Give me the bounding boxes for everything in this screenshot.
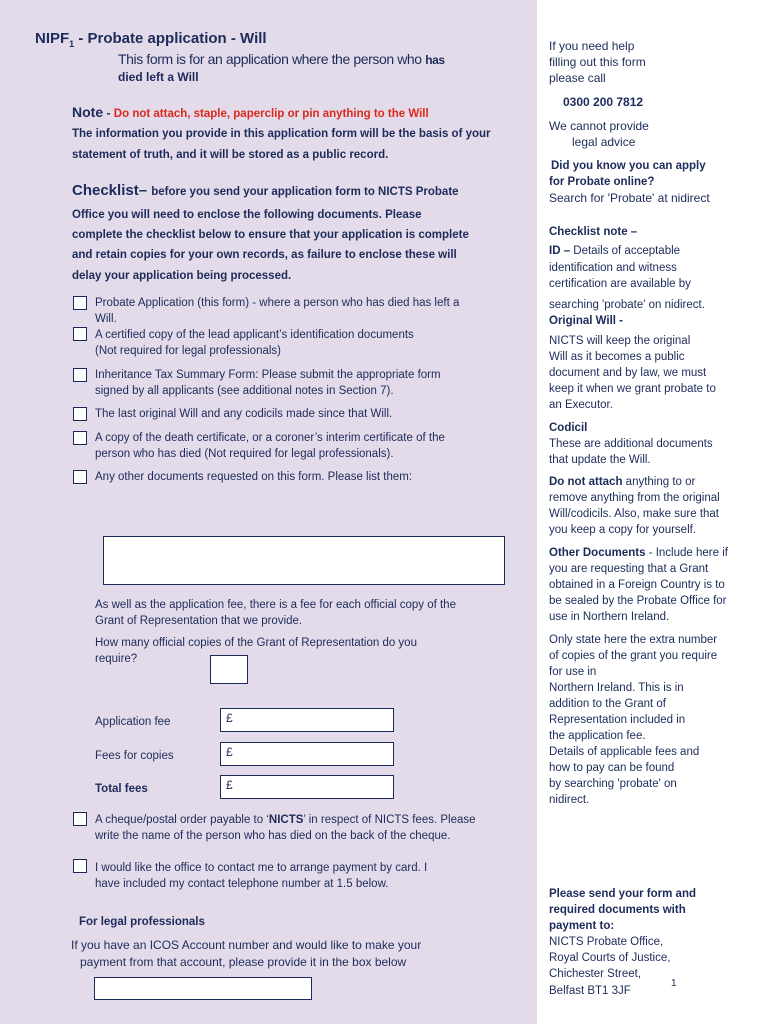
sidebar-checklist-note: Checklist note – xyxy=(549,226,638,238)
sidebar-other-4: be sealed by the Probate Office for xyxy=(549,595,727,607)
legal-line-1: If you have an ICOS Account number and would like to make your xyxy=(71,938,422,952)
checkbox-card-payment[interactable] xyxy=(73,859,87,873)
checkbox-cheque[interactable] xyxy=(73,812,87,826)
sidebar-no-advice-1: We cannot provide xyxy=(549,119,649,133)
sidebar-id-4: searching 'probate' on nidirect. xyxy=(549,299,705,311)
sidebar-id-2: identification and witness xyxy=(549,262,677,274)
total-fees-label: Total fees xyxy=(95,783,148,795)
sidebar-address-1: NICTS Probate Office, xyxy=(549,936,664,948)
checklist-item-original-will: The last original Will and any codicils made since that Will. xyxy=(95,408,393,420)
form-subtitle-line2: died left a Will xyxy=(118,70,199,84)
fees-for-copies-label: Fees for copies xyxy=(95,750,174,762)
sidebar-ow-4: keep it when we grant probate to xyxy=(549,383,716,395)
sidebar-dna-4: you keep a copy for yourself. xyxy=(549,524,697,536)
sidebar-codicil-heading: Codicil xyxy=(549,422,588,434)
sidebar-extra-3: for use in xyxy=(549,666,597,678)
sidebar-no-advice-2: legal advice xyxy=(572,135,636,149)
sidebar-extra-11: nidirect. xyxy=(549,794,590,806)
page-number: 1 xyxy=(671,978,677,989)
sidebar-codicil-1: These are additional documents xyxy=(549,438,713,450)
pound-symbol: £ xyxy=(226,778,233,792)
checklist-intro-4: and retain copies for your own records, as failure to enclose these will xyxy=(72,249,457,261)
copies-count-input[interactable] xyxy=(210,655,248,684)
sidebar-extra-2: of copies of the grant you require xyxy=(549,650,718,662)
sidebar-id-3: certification are available by xyxy=(549,278,691,290)
sidebar-help-2: filling out this form xyxy=(549,55,646,69)
copies-fee-info: As well as the application fee, there is a fee for each official copy of the Grant of Representation that we provide. xyxy=(95,599,456,627)
form-title: $NIPF_1$ - Probate application - Will xyxy=(35,30,267,49)
sidebar-extra-8: Details of applicable fees and xyxy=(549,746,700,758)
checkbox-death-certificate[interactable] xyxy=(73,431,87,445)
checkbox-original-will[interactable] xyxy=(73,407,87,421)
sidebar-extra-10: by searching 'probate' on xyxy=(549,778,677,790)
sidebar-send-2: required documents with xyxy=(549,904,686,916)
note-line-2: statement of truth, and it will be stored as a public record. xyxy=(72,149,389,161)
checkbox-inheritance-tax[interactable] xyxy=(73,368,87,382)
checkbox-identification[interactable] xyxy=(73,327,87,341)
sidebar-address-4: Belfast BT1 3JF xyxy=(549,985,631,997)
sidebar-codicil-2: that update the Will. xyxy=(549,454,651,466)
checklist-intro-5: delay your application being processed. xyxy=(72,270,292,282)
legal-line-2: payment from that account, please provide it in the box below xyxy=(80,955,407,969)
sidebar-online-3: Search for 'Probate' at nidirect xyxy=(549,191,710,205)
sidebar-dna-1: Do not attach anything to or xyxy=(549,476,696,488)
sidebar-other-3: obtained in a Foreign Country is to xyxy=(549,579,725,591)
sidebar-extra-6: Representation included in xyxy=(549,714,686,726)
checkbox-probate-application[interactable] xyxy=(73,296,87,310)
checklist-item-death-certificate: A copy of the death certificate, or a coroner’s interim certificate of the person who has died (Not required for legal professionals). xyxy=(95,432,445,460)
sidebar-ow-3: document and by law, we must xyxy=(549,367,707,379)
note-line-1: The information you provide in this application form will be the basis of your xyxy=(72,128,491,140)
pound-symbol: £ xyxy=(226,711,233,725)
sidebar-dna-3: Will/codicils. Also, make sure that xyxy=(549,508,720,520)
copies-question: How many official copies of the Grant of Representation do you require? xyxy=(95,637,417,665)
checklist-item-inheritance-tax: Inheritance Tax Summary Form: Please submit the appropriate form signed by all applicants (see additional notes in Section 7). xyxy=(95,369,441,397)
sidebar-online-1: Did you know you can apply xyxy=(551,160,706,172)
checklist-heading: Checklist– before you send your application form to NICTS Probate xyxy=(72,182,459,199)
application-fee-label: Application fee xyxy=(95,716,171,728)
checklist-item-probate-application: Probate Application (this form) - where a person who has died has left a Will. xyxy=(95,297,460,325)
sidebar-id-1: ID – Details of acceptable xyxy=(549,245,681,257)
sidebar-send-3: payment to: xyxy=(549,920,615,932)
sidebar-extra-7: the application fee. xyxy=(549,730,646,742)
sidebar-send-1: Please send your form and xyxy=(549,888,696,900)
fees-for-copies-input[interactable] xyxy=(220,742,394,766)
sidebar-ow-2: Will as it becomes a public xyxy=(549,351,685,363)
checklist-intro-3: complete the checklist below to ensure that your application is complete xyxy=(72,229,469,241)
sidebar-online-2: for Probate online? xyxy=(549,176,655,188)
card-option-text: I would like the office to contact me to arrange payment by card. I have included my contact telephone number at 1.5 below. xyxy=(95,862,428,890)
sidebar-other-2: you are requesting that a Grant xyxy=(549,563,709,575)
sidebar-help-1: If you need help xyxy=(549,39,635,53)
total-fees-input[interactable] xyxy=(220,775,394,799)
cheque-option-text: A cheque/postal order payable to ‘NICTS’ in respect of NICTS fees. Please write the name of the person who has died on the back of the cheque. xyxy=(95,814,476,842)
sidebar-original-will-heading: Original Will - xyxy=(549,315,624,327)
sidebar-other-5: use in Northern Ireland. xyxy=(549,611,670,623)
checklist-intro-2: Office you will need to enclose the following documents. Please xyxy=(72,209,422,221)
checkbox-other-documents[interactable] xyxy=(73,470,87,484)
sidebar-ow-5: an Executor. xyxy=(549,399,613,411)
other-documents-textarea[interactable] xyxy=(103,536,505,585)
sidebar-address-2: Royal Courts of Justice, xyxy=(549,952,671,964)
icos-account-input[interactable] xyxy=(94,977,312,1000)
note-heading: Note - Do not attach, staple, paperclip or pin anything to the Will xyxy=(72,104,429,120)
sidebar-dna-2: remove anything from the original xyxy=(549,492,720,504)
sidebar-other-1: Other Documents - Include here if xyxy=(549,547,728,559)
form-subtitle: This form is for an application where the person who has xyxy=(118,51,445,67)
pound-symbol: £ xyxy=(226,745,233,759)
sidebar-extra-9: how to pay can be found xyxy=(549,762,675,774)
sidebar-address-3: Chichester Street, xyxy=(549,968,642,980)
application-fee-input[interactable] xyxy=(220,708,394,732)
sidebar-help-3: please call xyxy=(549,71,606,85)
checklist-item-identification: A certified copy of the lead applicant’s identification documents (Not required for legal professionals) xyxy=(95,329,414,357)
sidebar-phone: 0300 200 7812 xyxy=(563,95,644,109)
sidebar-extra-5: addition to the Grant of xyxy=(549,698,666,710)
sidebar-extra-1: Only state here the extra number xyxy=(549,634,718,646)
sidebar-ow-1: NICTS will keep the original xyxy=(549,335,691,347)
sidebar-extra-4: Northern Ireland. This is in xyxy=(549,682,684,694)
checklist-item-other-documents: Any other documents requested on this form. Please list them: xyxy=(95,471,413,483)
legal-heading: For legal professionals xyxy=(79,916,205,928)
